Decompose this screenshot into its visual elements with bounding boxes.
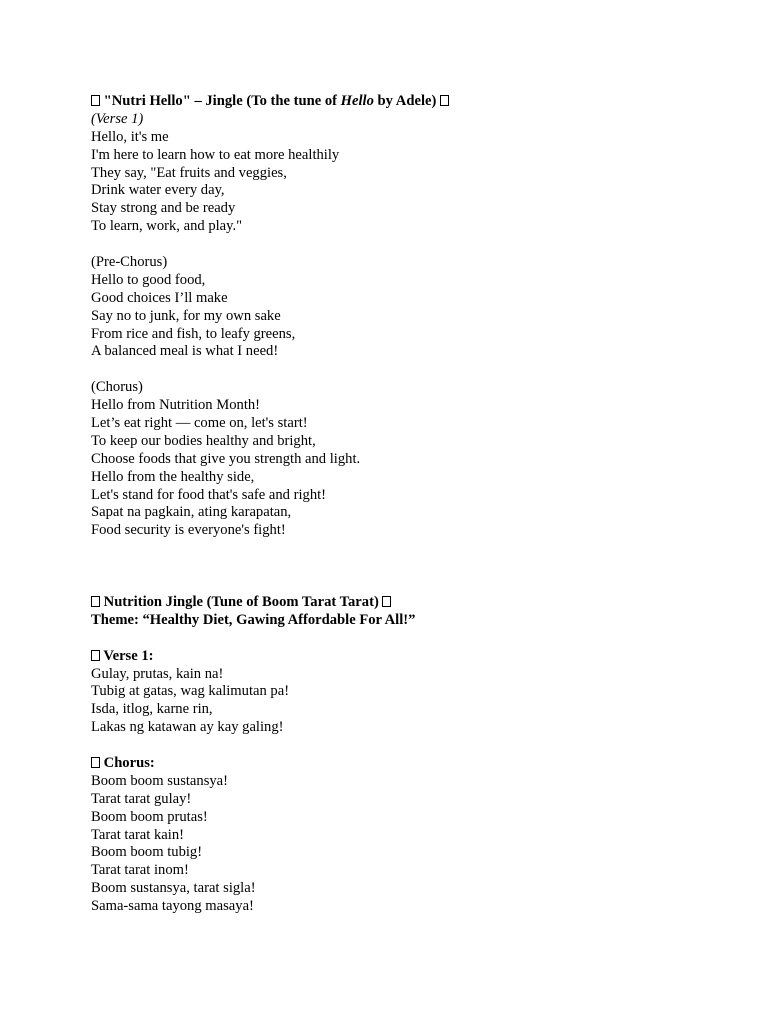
missing-glyph-icon bbox=[91, 650, 100, 661]
lyric-line: Tubig at gatas, wag kalimutan pa! bbox=[91, 683, 290, 700]
lyric-line: Boom boom prutas! bbox=[91, 808, 208, 825]
song1-title-song: Hello bbox=[340, 93, 374, 109]
blank-line bbox=[91, 558, 691, 576]
song1-prechorus-label: (Pre-Chorus) bbox=[91, 254, 168, 271]
lyric-line: Hello to good food, bbox=[91, 271, 206, 288]
missing-glyph-icon bbox=[382, 596, 391, 607]
song1-title bbox=[91, 93, 691, 111]
song2-chorus-label bbox=[91, 755, 691, 773]
blank-line bbox=[91, 630, 691, 648]
lyric-line: Gulay, prutas, kain na! bbox=[91, 665, 224, 682]
blank-line bbox=[91, 737, 691, 755]
lyric-line: Tarat tarat kain! bbox=[91, 826, 184, 843]
lyric-line: Boom boom tubig! bbox=[91, 844, 203, 861]
song2-verse1-label bbox=[91, 648, 691, 666]
blank-line bbox=[91, 540, 691, 558]
lyric-line: Hello from Nutrition Month! bbox=[91, 397, 261, 414]
lyric-line: They say, "Eat fruits and veggies, bbox=[91, 164, 287, 181]
missing-glyph-icon bbox=[440, 95, 449, 106]
lyric-line: Let’s eat right — come on, let's start! bbox=[91, 415, 308, 432]
lyric-line: I'm here to learn how to eat more healthily bbox=[91, 146, 340, 163]
lyric-line: Say no to junk, for my own sake bbox=[91, 307, 281, 324]
song2-theme: Theme: “Healthy Diet, Gawing Affordable For All!” bbox=[91, 611, 416, 628]
song1-chorus-label: (Chorus) bbox=[91, 379, 143, 396]
song2-title-text: Nutrition Jingle (Tune of Boom Tarat Tarat) bbox=[103, 593, 379, 610]
lyric-line: Isda, itlog, karne rin, bbox=[91, 701, 213, 718]
lyric-line: Good choices I’ll make bbox=[91, 289, 228, 306]
lyric-line: Sapat na pagkain, ating karapatan, bbox=[91, 504, 292, 521]
lyric-line: To learn, work, and play." bbox=[91, 218, 243, 235]
lyric-line: Let's stand for food that's safe and right! bbox=[91, 486, 327, 503]
lyric-line: Boom boom sustansya! bbox=[91, 772, 229, 789]
lyric-line: A balanced meal is what I need! bbox=[91, 343, 279, 360]
song2-verse1-label-text: Verse 1: bbox=[103, 647, 154, 664]
song1-title-prefix: "Nutri Hello" – Jingle (To the tune of bbox=[103, 93, 341, 109]
lyric-line: Lakas ng katawan ay kay galing! bbox=[91, 719, 284, 736]
lyric-line: Hello, it's me bbox=[91, 128, 169, 145]
song1-verse1-label: (Verse 1) bbox=[91, 110, 144, 127]
lyric-line: Boom sustansya, tarat sigla! bbox=[91, 880, 256, 897]
lyric-line: From rice and fish, to leafy greens, bbox=[91, 325, 296, 342]
song2-title bbox=[91, 594, 691, 612]
blank-line bbox=[91, 236, 691, 254]
blank-line bbox=[91, 361, 691, 379]
song1-title-suffix: by Adele) bbox=[373, 93, 437, 109]
missing-glyph-icon bbox=[91, 757, 100, 768]
lyric-line: Drink water every day, bbox=[91, 182, 225, 199]
song2-chorus-label-text: Chorus: bbox=[103, 754, 155, 771]
lyric-line: Food security is everyone's fight! bbox=[91, 522, 286, 539]
lyric-line: Choose foods that give you strength and light. bbox=[91, 450, 361, 467]
blank-line bbox=[91, 576, 691, 594]
lyric-line: Stay strong and be ready bbox=[91, 200, 236, 217]
lyric-line: Tarat tarat gulay! bbox=[91, 790, 192, 807]
lyric-line: To keep our bodies healthy and bright, bbox=[91, 432, 316, 449]
document-page bbox=[91, 93, 691, 916]
missing-glyph-icon bbox=[91, 596, 100, 607]
lyric-line: Hello from the healthy side, bbox=[91, 468, 255, 485]
lyric-line: Sama-sama tayong masaya! bbox=[91, 898, 254, 915]
lyric-line: Tarat tarat inom! bbox=[91, 862, 189, 879]
missing-glyph-icon bbox=[91, 95, 100, 106]
